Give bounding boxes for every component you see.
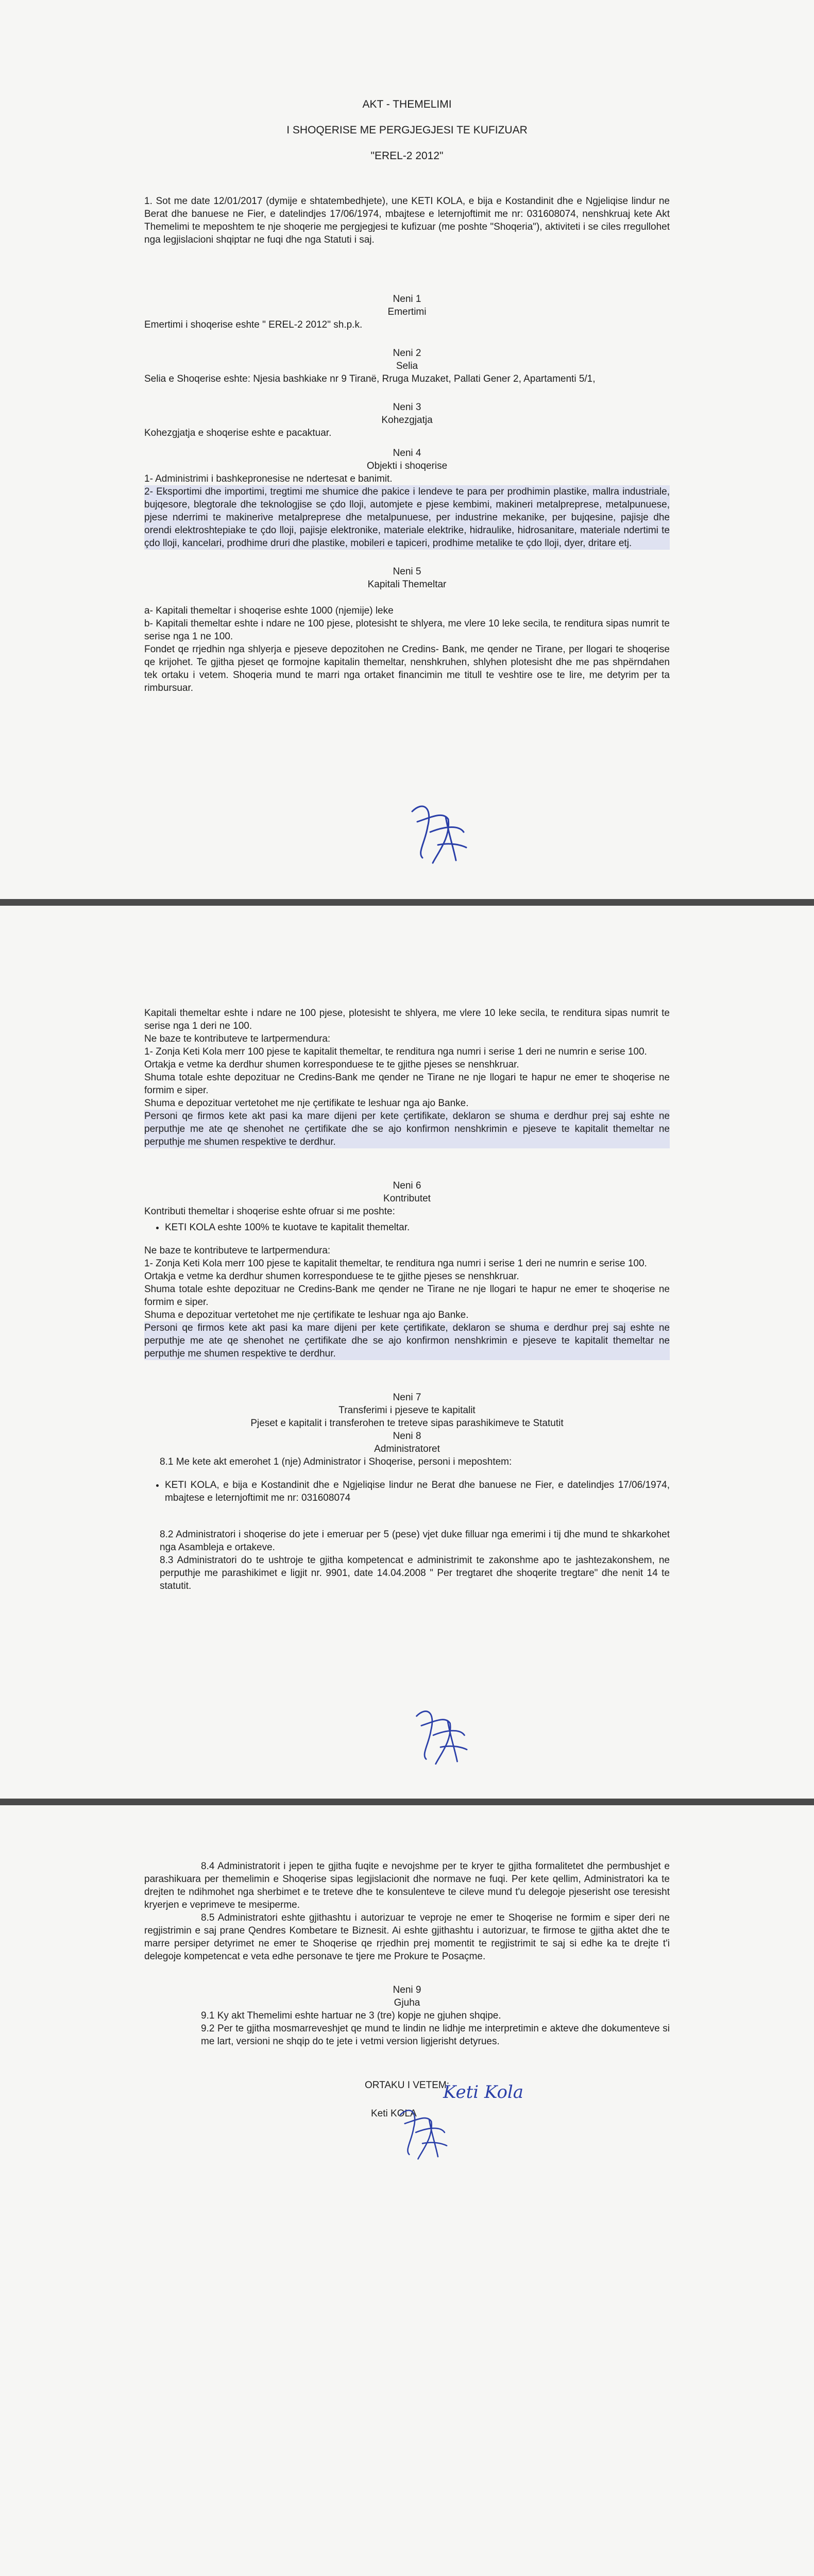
neni1-number: Neni 1	[393, 294, 421, 304]
neni6-intro: Kontributi themeltar i shoqerise eshte ofruar si me poshte:	[144, 1206, 395, 1217]
neni6-title: Kontributet	[383, 1193, 431, 1204]
neni9-number: Neni 9	[393, 1985, 421, 1995]
neni3-title: Kohezgjatja	[381, 415, 433, 426]
page1-content	[144, 97, 670, 694]
neni4-item1: 1- Administrimi i bashkepronesise ne ndertesat e banimit.	[144, 473, 393, 484]
handwritten-signature-name: Keti Kola	[443, 2082, 524, 2103]
capital-text: Kapitali themeltar eshte i ndare ne 100 pjese, plotesisht te shlyera, me vlere 10 leke secila, te renditura sipas numrit te serise nga 1 deri ne 100.	[144, 1008, 670, 1031]
neni5-number: Neni 5	[393, 566, 421, 577]
signature-initials-2	[407, 1702, 474, 1769]
document-subtitle: I SHOQERISE ME PERGJEGJESI TE KUFIZUAR	[286, 124, 528, 136]
declaration-note-2: Personi qe firmos kete akt pasi ka mare dijeni per kete çertifikate, deklaron se shuma e derdhur prej saj eshte ne perputhje me ate qe shenohet ne çertifikate dhe se ajo konfirmon nenshkrimin e pjeseve te kapitalit themeltar ne perputhje me shumen respektive te derdhur.	[144, 1323, 670, 1359]
payment-note: Ortakja e vetme ka derdhur shumen korresponduese te te gjithe pjeses se nenshkruar.	[144, 1059, 519, 1070]
neni9-title: Gjuha	[394, 1997, 420, 2008]
neni3-number: Neni 3	[393, 402, 421, 413]
signature-initials-1	[402, 796, 474, 868]
neni5-title: Kapitali Themeltar	[367, 579, 447, 590]
neni2-title: Selia	[396, 361, 418, 371]
neni4-item2: 2- Eksportimi dhe importimi, tregtimi me shumice dhe pakice i lendeve te para per prodhimin plastike, mallra industriale, bujqesore, blegtorale dhe teknologjise se çdo lloji, automjete e pjese kembimi, makineri metalpreprese, metalpunuese, pjese nderrimi te makinerive metalpreprese dhe metalpunuese, per industrine mekanike, per bujqesine, pajisje dhe orendi elektroshtepiake te çdo lloji, pajisje elektronike, materiale elektrike, hidraulike, hidrosanitare, materiale ndertimi te çdo lloji, kancelari, prodhime druri dhe plastike, mobileri e tapiceri, prodhime metalike te çdo lloji, dyer, dritare etj.	[144, 486, 670, 549]
neni6-list	[144, 1221, 670, 1234]
payment-note-2: Ortakja e vetme ka derdhur shumen korresponduese te te gjithe pjeses se nenshkruar.	[144, 1271, 519, 1282]
signatory-name: Keti KOLA	[371, 2108, 417, 2119]
sole-partner-label: ORTAKU I VETEM:	[365, 2080, 449, 2091]
intro-paragraph: 1. Sot me date 12/01/2017 (dymije e shtatembedhjete), une KETI KOLA, e bija e Kostandinit dhe e Ngjeliqise lindur ne Berat dhe banuese ne Fier, e datelindjes 17/06/1974, mbajtese e leternjoftimit me nr: 031608074, nenshkruaj kete Akt Themelimi te meposhtem te nje shoqerie me pergjegjesi te kufizuar (me poshte "Shoqeria"), aktiviteti i se ciles rregullohet nga legjislacioni shqiptar ne fuqi dhe nga Statuti i saj.	[144, 196, 670, 245]
neni8-1: 8.1 Me kete akt emerohet 1 (nje) Administrator i Shoqerise, personi i meposhtem:	[160, 1456, 512, 1467]
neni4-title: Objekti i shoqerise	[366, 461, 448, 471]
neni1-text: Emertimi i shoqerise eshte " EREL-2 2012" sh.p.k.	[144, 319, 363, 330]
document-page-2	[0, 906, 814, 1799]
declaration-note: Personi qe firmos kete akt pasi ka mare dijeni per kete çertifikate, deklaron se shuma e derdhur prej saj eshte ne perputhje me ate qe shenohet ne çertifikate dhe se ajo konfirmon nenshkrimin e pjeseve te kapitalit themeltar ne perputhje me shumen respektive te derdhur.	[144, 1111, 670, 1147]
deposit-note: Shuma totale eshte depozituar ne Credins-Bank me qender ne Tirane ne nje llogari te hapur ne emer te shoqerise ne formim e siper.	[144, 1072, 670, 1096]
neni8-title: Administratoret	[374, 1444, 440, 1454]
neni7-text: Pjeset e kapitalit i transferohen te treteve sipas parashikimeve te Statutit	[250, 1418, 564, 1429]
neni5-b: b- Kapitali themeltar eshte i ndare ne 100 pjese, plotesisht te shlyera, me vlere 10 leke secila, te renditura sipas numrit te serise nga 1 ne 100.	[144, 618, 670, 642]
neni2-text: Selia e Shoqerise eshte: Njesia bashkiake nr 9 Tiranë, Rruga Muzaket, Pallati Gener 2, Apartamenti 5/1,	[144, 374, 596, 384]
contributions-intro-2: Ne baze te kontributeve te lartpermendura:	[144, 1245, 331, 1256]
document-page-1	[0, 0, 814, 899]
contributions-intro: Ne baze te kontributeve te lartpermendura:	[144, 1033, 331, 1044]
page3-content	[144, 1860, 670, 2120]
certificate-note: Shuma e depozituar vertetohet me nje çertifikate te leshuar nga ajo Banke.	[144, 1098, 469, 1109]
neni2-number: Neni 2	[393, 348, 421, 359]
neni9-1: 9.1 Ky akt Themelimi eshte hartuar ne 3 (tre) kopje ne gjuhen shqipe.	[201, 2010, 501, 2021]
neni7-number: Neni 7	[393, 1392, 421, 1403]
neni1-title: Emertimi	[387, 307, 427, 317]
neni8-number: Neni 8	[393, 1431, 421, 1442]
neni8-list	[144, 1479, 670, 1504]
neni9-2: 9.2 Per te gjitha mosmarreveshjet qe mund te lindin ne lidhje me interpretimin e akteve dhe dokumenteve si me lart, versioni ne shqip do te jete i vetmi version ligjerisht detyrues.	[201, 2023, 670, 2047]
neni6-number: Neni 6	[393, 1180, 421, 1191]
company-name: "EREL-2 2012"	[370, 150, 444, 162]
neni8-5: 8.5 Administratori eshte gjithashtu i autorizuar te veproje ne emer te Shoqerise ne formim e siper deri ne regjistrimin e saj prane Qendres Kombetare te Biznesit. Ai eshte gjithashtu i autorizuar, te firmose te gjitha aktet dhe te marre persiper detyrimet ne emer te Shoqerise qe rrjedhin prej momentit te regjistrimit te saj si edhe ka te drejte t'i delegoje kompetencat e veta edhe personave te tjere me Prokure te Posaçme.	[144, 1912, 670, 1962]
neni5-a: a- Kapitali themeltar i shoqerise eshte 1000 (njemije) leke	[144, 605, 394, 616]
neni8-4: 8.4 Administratorit i jepen te gjitha fuqite e nevojshme per te kryer te gjitha formalitetet dhe permbushjet e parashikuara per themelimin e Shoqerise sipas legjislacionit dhe normave ne fuqi. Per kete qellim, Administratori ka te drejten te ndihmohet nga sherbimet e te treteve dhe te konsulenteve te cileve mund t'u delegoje pjeserisht ose teresisht kryerjen e veprimeve te mesiperme.	[144, 1861, 670, 1910]
neni8-2: 8.2 Administratori i shoqerise do jete i emeruar per 5 (pese) vjet duke filluar nga emerimi i tij dhe mund te shkarkohet nga Asambleja e ortakeve.	[160, 1529, 670, 1553]
signature-initials-3	[392, 2102, 453, 2163]
neni5-c: Fondet qe rrjedhin nga shlyerja e pjeseve depozitohen ne Credins- Bank, me qender ne Tirane, per llogari te shoqerise qe krijohet. Te gjitha pjeset qe formojne kapitalin themeltar, nenshkruhen, shlyhen plotesisht dhe me pas shpërndahen tek ortaku i vetem. Shoqeria mund te marri nga ortaket financimin me titull te veshtire ose te lire, me detyrim per ta rimbursuar.	[144, 644, 670, 693]
neni7-title: Transferimi i pjeseve te kapitalit	[338, 1405, 476, 1416]
neni4-number: Neni 4	[393, 448, 421, 459]
document-title: AKT - THEMELIMI	[362, 98, 452, 110]
neni8-3: 8.3 Administratori do te ushtroje te gjitha kompetencat e administrimit te zakonshme apo te jashtezakonshem, ne perputhje me parashikimet e ligjit nr. 9901, date 14.04.2008 " Per tregtaret dhe shoqerite tregtare" dhe nenit 14 te statutit.	[160, 1555, 670, 1591]
neni3-text: Kohezgjatja e shoqerise eshte e pacaktuar.	[144, 428, 332, 438]
neni8-bullet: • KETI KOLA, e bija e Kostandinit dhe e Ngjeliqise lindur ne Berat dhe banuese ne Fier, e datelindjes 17/06/1974, mbajtese e leternjoftimit me nr: 031608074	[165, 1479, 670, 1504]
deposit-note-2: Shuma totale eshte depozituar ne Credins-Bank me qender ne Tirane ne nje llogari te hapur ne emer te shoqerise ne formim e siper.	[144, 1284, 670, 1308]
contribution-item-2: 1- Zonja Keti Kola merr 100 pjese te kapitalit themeltar, te renditura nga numri i serise 1 deri ne numrin e serise 100.	[144, 1258, 647, 1269]
page2-content	[144, 1007, 670, 1592]
neni6-bullet: • KETI KOLA eshte 100% te kuotave te kapitalit themeltar.	[165, 1221, 670, 1234]
document-page-3	[0, 1805, 814, 2576]
certificate-note-2: Shuma e depozituar vertetohet me nje çertifikate te leshuar nga ajo Banke.	[144, 1310, 469, 1320]
contribution-item: 1- Zonja Keti Kola merr 100 pjese te kapitalit themeltar, te renditura nga numri i serise 1 deri ne numrin e serise 100.	[144, 1046, 647, 1057]
